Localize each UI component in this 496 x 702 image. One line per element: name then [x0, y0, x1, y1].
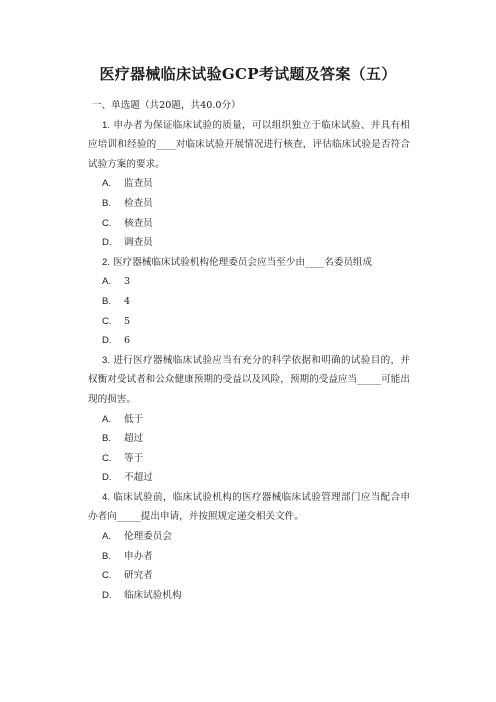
- option-letter: C.: [102, 217, 112, 229]
- option-text: 研究者: [124, 570, 153, 582]
- document-body: [88, 96, 410, 605]
- option-letter: D.: [102, 472, 112, 484]
- option-letter: C.: [102, 315, 112, 327]
- option-text: 4: [124, 295, 131, 307]
- option-letter: A.: [102, 178, 112, 190]
- section-heading: 一、单选题（共20题，共40.0分）: [92, 100, 241, 111]
- option-c: [88, 449, 410, 469]
- option-d: [88, 233, 410, 253]
- question-number: 3.: [102, 354, 111, 366]
- question-text: [88, 116, 410, 175]
- option-a: [88, 174, 410, 194]
- question-stem: 医疗器械临床试验机构伦理委员会应当至少由____名委员组成: [113, 256, 373, 268]
- option-text: 低于: [124, 413, 144, 425]
- option-letter: B.: [102, 433, 112, 445]
- question-block-1: [88, 116, 410, 253]
- question-stem: 申办者为保证临床试验的质量，可以组织独立于临床试验、并具有相应培训和经验的____对临床试验开展情况进行核查，评估临床试验是否符合试验方案的要求。: [88, 119, 410, 170]
- option-list: [88, 272, 410, 350]
- option-letter: B.: [102, 295, 112, 307]
- option-c: [88, 566, 410, 586]
- question-number: 1.: [102, 119, 111, 131]
- option-b: [88, 194, 410, 214]
- question-block-4: [88, 488, 410, 606]
- option-text: 监查员: [124, 178, 153, 190]
- question-stem: 进行医疗器械临床试验应当有充分的科学依据和明确的试验目的，并权衡对受试者和公众健康预期的受益以及风险，预期的受益应当_____可能出现的损害。: [88, 354, 410, 405]
- option-text: 调查员: [124, 237, 153, 249]
- option-d: [88, 468, 410, 488]
- option-list: [88, 410, 410, 488]
- option-d: [88, 331, 410, 351]
- question-block-2: [88, 253, 410, 351]
- document-title: 医疗器械临床试验GCP考试题及答案（五）: [99, 65, 397, 83]
- option-letter: B.: [102, 550, 112, 562]
- option-list: [88, 527, 410, 605]
- option-text: 申办者: [124, 550, 153, 562]
- question-text: [88, 351, 410, 410]
- option-c: [88, 214, 410, 234]
- option-a: [88, 527, 410, 547]
- option-text: 不超过: [124, 472, 153, 484]
- question-number: 2.: [102, 256, 111, 268]
- question-number: 4.: [102, 491, 111, 503]
- option-text: 3: [124, 276, 131, 288]
- option-text: 超过: [124, 433, 144, 445]
- option-letter: C.: [102, 452, 112, 464]
- option-d: [88, 586, 410, 606]
- option-text: 等于: [124, 452, 144, 464]
- option-text: 临床试验机构: [124, 589, 182, 601]
- option-text: 核查员: [124, 217, 153, 229]
- question-stem: 临床试验前，临床试验机构的医疗器械临床试验管理部门应当配合申办者向_____提出申请，并按照规定递交相关文件。: [88, 491, 410, 523]
- option-c: [88, 312, 410, 332]
- option-letter: D.: [102, 335, 112, 347]
- option-letter: D.: [102, 589, 112, 601]
- option-letter: C.: [102, 570, 112, 582]
- option-letter: B.: [102, 197, 112, 209]
- option-letter: D.: [102, 237, 112, 249]
- option-a: [88, 272, 410, 292]
- option-text: 检查员: [124, 197, 153, 209]
- option-letter: A.: [102, 413, 112, 425]
- option-letter: A.: [102, 276, 112, 288]
- question-text: [88, 253, 410, 273]
- option-list: [88, 174, 410, 252]
- option-text: 伦理委员会: [124, 531, 172, 543]
- option-b: [88, 429, 410, 449]
- question-text: [88, 488, 410, 527]
- option-letter: A.: [102, 531, 112, 543]
- option-text: 5: [124, 315, 131, 327]
- option-text: 6: [124, 335, 131, 347]
- question-block-3: [88, 351, 410, 488]
- option-b: [88, 547, 410, 567]
- option-a: [88, 410, 410, 430]
- option-b: [88, 292, 410, 312]
